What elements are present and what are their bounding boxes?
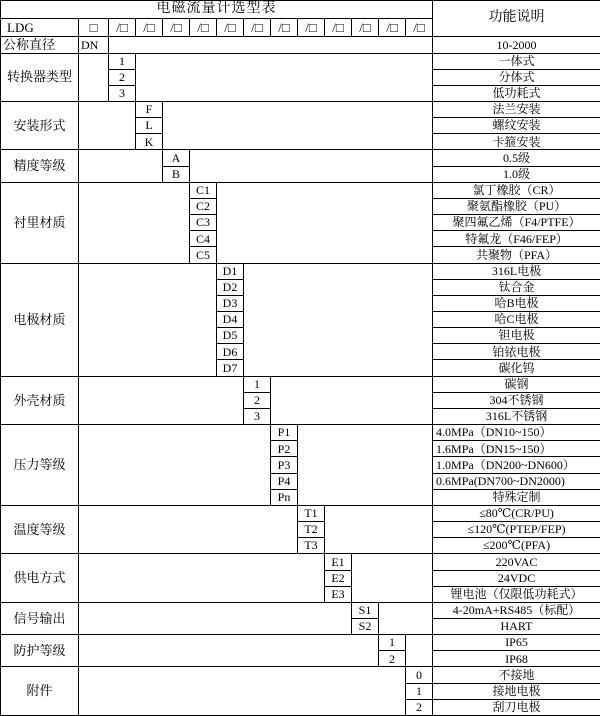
- model-prefix: LDG: [1, 19, 79, 37]
- code-cell: E1: [325, 554, 352, 570]
- function-cell: ≤200℃(PFA): [433, 538, 600, 554]
- table-row: [1, 376, 600, 392]
- function-cell: ≤80℃(CR/PU): [433, 505, 600, 521]
- function-cell: IP68: [433, 651, 600, 667]
- spacer-right: [163, 101, 433, 149]
- function-cell: 分体式: [433, 69, 600, 85]
- function-cell: 碳钢: [433, 376, 600, 392]
- code-cell: D4: [217, 312, 244, 328]
- code-cell: 2: [244, 392, 271, 408]
- function-cell: 4.0MPa（DN10~150）: [433, 425, 600, 441]
- function-cell: 304不锈钢: [433, 392, 600, 408]
- function-cell: ≤120℃(PTEP/FEP): [433, 522, 600, 538]
- code-cell: E3: [325, 586, 352, 602]
- selection-body: [1, 1, 600, 716]
- code-cell: S1: [352, 602, 379, 618]
- attribute-label: 供电方式: [1, 554, 79, 602]
- function-cell: 接地电极: [433, 683, 600, 699]
- spacer-left: [79, 602, 352, 634]
- function-column-header: 功能说明: [433, 1, 600, 37]
- attribute-label: 外壳材质: [1, 376, 79, 424]
- function-cell: 0.5级: [433, 150, 600, 166]
- table-row: [1, 505, 600, 521]
- function-cell: 一体式: [433, 53, 600, 69]
- table-row: [1, 667, 600, 683]
- spacer-left: [79, 667, 406, 716]
- function-cell: 316L电极: [433, 263, 600, 279]
- model-slot-placeholder: /□: [406, 19, 433, 37]
- spacer-right: [271, 376, 433, 424]
- title-row: [1, 1, 600, 19]
- function-cell: 特殊定制: [433, 489, 600, 505]
- table-row: [1, 425, 600, 441]
- function-cell: 聚氨酯橡胶（PU）: [433, 198, 600, 214]
- table-row: [1, 101, 600, 117]
- table-row: [1, 37, 600, 53]
- model-slot-placeholder: /□: [109, 19, 136, 37]
- spacer-left: [79, 554, 325, 602]
- spacer-left: [79, 505, 298, 553]
- code-cell: 0: [406, 667, 433, 683]
- code-cell: 2: [379, 651, 406, 667]
- function-cell: 低功耗式: [433, 85, 600, 101]
- function-cell: IP65: [433, 635, 600, 651]
- model-slot-placeholder: /□: [352, 19, 379, 37]
- code-cell: C1: [190, 182, 217, 198]
- code-cell: Pn: [271, 489, 298, 505]
- attribute-label: 精度等级: [1, 150, 79, 182]
- spacer-right: [325, 505, 433, 553]
- function-cell: 刮刀电极: [433, 699, 600, 715]
- attribute-label: 温度等级: [1, 505, 79, 553]
- attribute-label: 附件: [1, 667, 79, 716]
- function-cell: 4-20mA+RS485（标配）: [433, 602, 600, 618]
- spacer-right: [406, 635, 433, 667]
- code-cell: C5: [190, 247, 217, 263]
- model-slot-placeholder: /□: [136, 19, 163, 37]
- code-cell: D6: [217, 344, 244, 360]
- spacer-right: [244, 263, 433, 376]
- attribute-label: 信号输出: [1, 602, 79, 634]
- spacer-left: [79, 150, 163, 182]
- function-cell: 特氟龙（F46/FEP）: [433, 231, 600, 247]
- code-cell: 1: [379, 635, 406, 651]
- function-cell: 不接地: [433, 667, 600, 683]
- table-row: [1, 554, 600, 570]
- code-cell: K: [136, 134, 163, 150]
- table-row: [1, 263, 600, 279]
- spacer-right: [298, 425, 433, 506]
- code-cell: T1: [298, 505, 325, 521]
- table-row: [1, 182, 600, 198]
- spacer-right: [379, 602, 433, 634]
- spacer-left: [79, 635, 379, 667]
- code-cell: C3: [190, 215, 217, 231]
- spacer-left: [79, 425, 271, 506]
- code-cell: P1: [271, 425, 298, 441]
- attribute-label: 公称直径: [1, 37, 79, 53]
- table-row: [1, 635, 600, 651]
- code-cell: T2: [298, 522, 325, 538]
- code-cell: P2: [271, 441, 298, 457]
- code-cell: S2: [352, 618, 379, 634]
- model-box-placeholder: □: [79, 19, 109, 37]
- function-cell: 锂电池（仅限低功耗式）: [433, 586, 600, 602]
- table-row: [1, 150, 600, 166]
- model-slot-placeholder: /□: [298, 19, 325, 37]
- spacer-right: [190, 150, 433, 182]
- spacer-right: [109, 37, 433, 53]
- attribute-label: 压力等级: [1, 425, 79, 506]
- code-cell: D1: [217, 263, 244, 279]
- model-slot-placeholder: /□: [217, 19, 244, 37]
- code-cell: D7: [217, 360, 244, 376]
- code-cell: 2: [109, 69, 136, 85]
- function-cell: 钽电极: [433, 328, 600, 344]
- function-cell: 卡箍安装: [433, 134, 600, 150]
- table-title: 电磁流量计选型表: [1, 1, 433, 19]
- function-cell: 铂铱电极: [433, 344, 600, 360]
- code-cell: 3: [109, 85, 136, 101]
- spacer-left: [79, 182, 190, 263]
- code-cell: A: [163, 150, 190, 166]
- code-cell: T3: [298, 538, 325, 554]
- function-cell: 316L不锈钢: [433, 408, 600, 424]
- code-cell: P4: [271, 473, 298, 489]
- model-slot-placeholder: /□: [379, 19, 406, 37]
- code-cell: C2: [190, 198, 217, 214]
- spacer-right: [217, 182, 433, 263]
- code-cell: 1: [109, 53, 136, 69]
- function-cell: 钛合金: [433, 279, 600, 295]
- function-cell: 10-2000: [433, 37, 600, 53]
- model-slot-placeholder: /□: [271, 19, 298, 37]
- attribute-label: 转换器类型: [1, 53, 79, 101]
- code-cell: E2: [325, 570, 352, 586]
- code-cell: F: [136, 101, 163, 117]
- code-cell: DN: [79, 37, 109, 53]
- code-cell: 3: [244, 408, 271, 424]
- spacer-left: [79, 53, 109, 101]
- function-cell: 哈C电极: [433, 312, 600, 328]
- model-slot-placeholder: /□: [244, 19, 271, 37]
- attribute-label: 防护等级: [1, 635, 79, 667]
- function-cell: 法兰安装: [433, 101, 600, 117]
- code-cell: 1: [244, 376, 271, 392]
- model-slot-placeholder: /□: [325, 19, 352, 37]
- code-cell: P3: [271, 457, 298, 473]
- function-cell: 0.6MPa(DN700~DN2000): [433, 473, 600, 489]
- attribute-label: 衬里材质: [1, 182, 79, 263]
- function-cell: 220VAC: [433, 554, 600, 570]
- code-cell: D5: [217, 328, 244, 344]
- function-cell: 哈B电极: [433, 295, 600, 311]
- function-cell: 螺纹安装: [433, 118, 600, 134]
- function-cell: 24VDC: [433, 570, 600, 586]
- code-cell: D2: [217, 279, 244, 295]
- model-slot-placeholder: /□: [190, 19, 217, 37]
- attribute-label: 电极材质: [1, 263, 79, 376]
- function-cell: 碳化钨: [433, 360, 600, 376]
- code-cell: 1: [406, 683, 433, 699]
- code-cell: 2: [406, 699, 433, 715]
- table-row: [1, 53, 600, 69]
- code-cell: D3: [217, 295, 244, 311]
- function-cell: 1.6MPa（DN15~150）: [433, 441, 600, 457]
- function-cell: 1.0级: [433, 166, 600, 182]
- table-row: [1, 602, 600, 618]
- spacer-left: [79, 376, 244, 424]
- code-cell: L: [136, 118, 163, 134]
- code-cell: B: [163, 166, 190, 182]
- model-slot-placeholder: /□: [163, 19, 190, 37]
- spacer-left: [79, 263, 217, 376]
- spacer-left: [79, 101, 136, 149]
- function-cell: 共聚物（PFA）: [433, 247, 600, 263]
- spacer-right: [352, 554, 433, 602]
- function-cell: HART: [433, 618, 600, 634]
- function-cell: 聚四氟乙烯（F4/PTFE）: [433, 215, 600, 231]
- spacer-right: [136, 53, 433, 101]
- function-cell: 氯丁橡胶（CR）: [433, 182, 600, 198]
- code-cell: C4: [190, 231, 217, 247]
- attribute-label: 安装形式: [1, 101, 79, 149]
- function-cell: 1.0MPa（DN200~DN600）: [433, 457, 600, 473]
